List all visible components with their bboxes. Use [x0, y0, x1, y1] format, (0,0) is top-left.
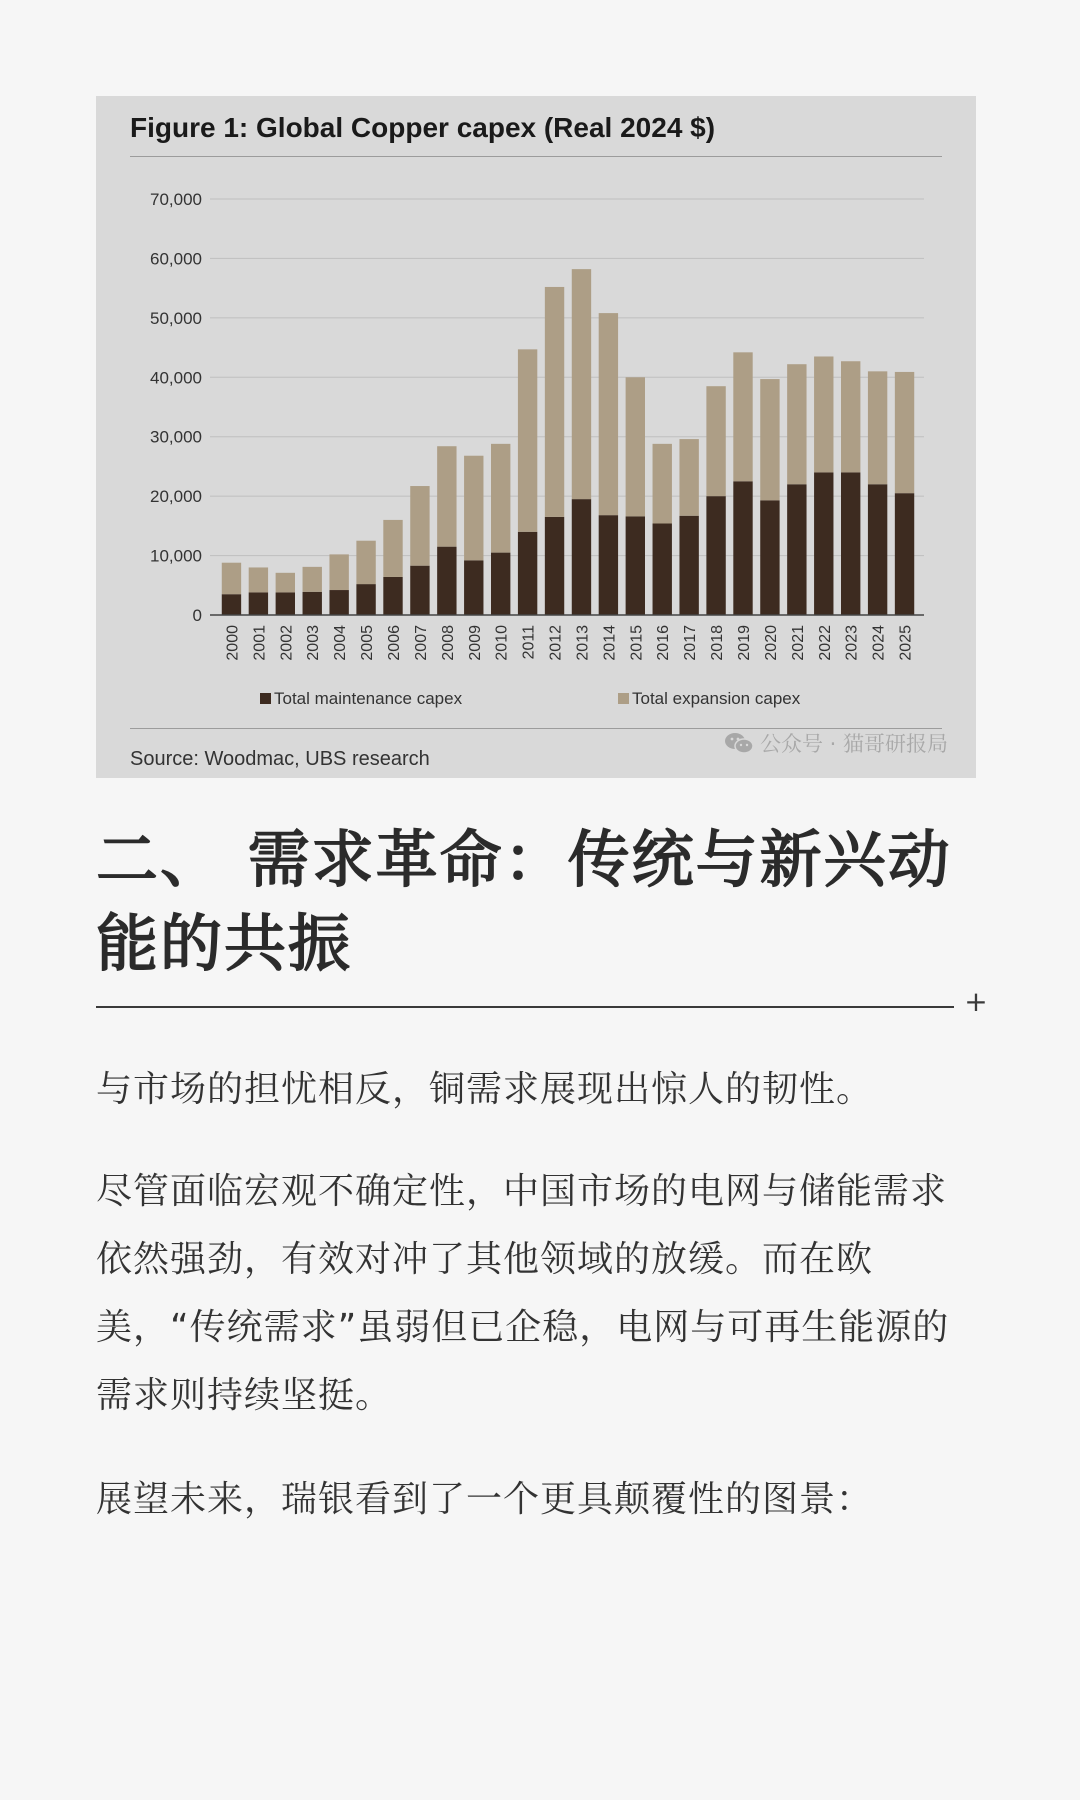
bar-expansion: [464, 456, 483, 561]
watermark: [724, 728, 948, 758]
paragraph-2: 尽管面临宏观不确定性，中国市场的电网与储能需求依然强劲，有效对冲了其他领域的放缓。而在欧美，“传统需求”虽弱但已企稳，电网与可再生能源的需求则持续坚挺。: [96, 1171, 950, 1416]
x-tick-label: 2001: [251, 625, 269, 661]
x-tick-label: 2009: [466, 625, 484, 661]
bar-maintenance: [868, 484, 887, 615]
y-tick-label: 0: [192, 606, 202, 625]
x-tick-label: 2015: [628, 625, 646, 661]
bar-expansion: [814, 356, 833, 472]
x-tick-label: 2014: [601, 625, 619, 661]
paragraph-3: 展望未来，瑞银看到了一个更具颠覆性的图景：: [96, 1479, 874, 1520]
bar-expansion: [491, 444, 510, 553]
x-tick-label: 2019: [736, 625, 753, 661]
bar-maintenance: [437, 547, 456, 615]
y-tick-label: 60,000: [150, 249, 202, 269]
x-tick-label: 2011: [520, 625, 538, 660]
watermark-text: 公众号 · 猫哥研报局: [759, 732, 948, 756]
bar-expansion: [679, 439, 698, 516]
bar-maintenance: [760, 500, 779, 615]
bar-maintenance: [303, 592, 322, 615]
bar-expansion: [356, 541, 375, 584]
x-tick-label: 2020: [762, 625, 780, 661]
bar-maintenance: [841, 472, 860, 615]
bar-maintenance: [249, 592, 268, 615]
legend-label-maintenance: Total maintenance capex: [274, 689, 463, 708]
bar-expansion: [410, 486, 429, 566]
bar-expansion: [437, 446, 456, 546]
bar-expansion: [599, 313, 618, 515]
x-tick-label: 2002: [278, 625, 296, 661]
x-tick-label: 2023: [843, 625, 861, 661]
legend-swatch-expansion: [618, 693, 629, 704]
bar-maintenance: [787, 484, 806, 615]
bar-maintenance: [464, 560, 483, 615]
bar-expansion: [383, 520, 402, 577]
bar-expansion: [545, 287, 564, 517]
x-tick-label: 2008: [439, 625, 457, 661]
plus-icon[interactable]: +: [964, 985, 988, 1018]
bar-maintenance: [276, 592, 295, 615]
bar-expansion: [706, 386, 725, 496]
bar-maintenance: [814, 472, 833, 615]
bar-expansion: [572, 269, 591, 499]
x-tick-label: 2013: [574, 625, 592, 661]
x-tick-label: 2016: [655, 625, 673, 661]
x-tick-label: 2024: [870, 625, 888, 661]
x-tick-label: 2017: [682, 625, 700, 661]
bar-maintenance: [626, 516, 645, 615]
section-title: 二、 需求革命：传统与新兴动能的共振: [96, 823, 952, 980]
bar-expansion: [222, 563, 241, 594]
x-tick-label: 2021: [789, 625, 807, 661]
x-tick-label: 2018: [709, 625, 727, 661]
chart-figure: [96, 96, 976, 778]
x-tick-label: 2005: [359, 625, 377, 661]
bar-maintenance: [410, 566, 429, 615]
x-tick-label: 2025: [897, 625, 915, 661]
y-tick-label: 30,000: [150, 427, 202, 447]
bar-maintenance: [895, 493, 914, 615]
bar-expansion: [518, 349, 537, 531]
chart-title: Figure 1: Global Copper capex (Real 2024 $): [130, 112, 716, 143]
bar-maintenance: [679, 516, 698, 615]
x-tick-label: 2010: [493, 625, 511, 661]
bar-expansion: [329, 554, 348, 590]
y-tick-label: 20,000: [150, 487, 202, 507]
x-tick-label: 2012: [547, 625, 565, 661]
title-underline: [96, 1006, 954, 1008]
bar-expansion: [787, 364, 806, 484]
paragraph-1: 与市场的担忧相反，铜需求展现出惊人的韧性。: [96, 1069, 874, 1110]
bar-expansion: [733, 352, 752, 481]
y-tick-label: 50,000: [150, 308, 202, 328]
bar-expansion: [653, 444, 672, 524]
y-tick-label: 10,000: [150, 546, 202, 566]
bar-maintenance: [356, 584, 375, 615]
bar-maintenance: [222, 594, 241, 615]
wechat-icon: [724, 731, 754, 755]
chart-source: Source: Woodmac, UBS research: [130, 748, 430, 770]
x-tick-label: 2022: [816, 625, 834, 661]
bar-maintenance: [545, 517, 564, 615]
bar-chart: [96, 96, 976, 736]
legend-swatch-maintenance: [260, 693, 271, 704]
x-tick-label: 2003: [305, 625, 323, 661]
x-tick-label: 2007: [412, 625, 430, 661]
bar-expansion: [841, 361, 860, 472]
bar-maintenance: [599, 515, 618, 615]
legend-label-expansion: Total expansion capex: [632, 689, 801, 708]
bar-maintenance: [383, 577, 402, 615]
y-tick-label: 70,000: [150, 190, 202, 209]
bar-maintenance: [329, 590, 348, 615]
y-tick-label: 40,000: [150, 368, 202, 388]
bar-expansion: [626, 377, 645, 516]
bar-expansion: [276, 573, 295, 593]
bar-expansion: [868, 371, 887, 484]
bar-maintenance: [733, 481, 752, 615]
x-tick-label: 2004: [332, 625, 350, 661]
bar-maintenance: [491, 553, 510, 615]
bar-maintenance: [518, 532, 537, 615]
bar-expansion: [303, 567, 322, 592]
bar-expansion: [895, 372, 914, 493]
bar-maintenance: [653, 523, 672, 615]
bar-maintenance: [572, 499, 591, 615]
bar-maintenance: [706, 496, 725, 615]
x-tick-label: 2000: [224, 625, 242, 661]
bar-expansion: [760, 379, 779, 500]
bar-expansion: [249, 567, 268, 592]
x-tick-label: 2006: [386, 625, 403, 661]
